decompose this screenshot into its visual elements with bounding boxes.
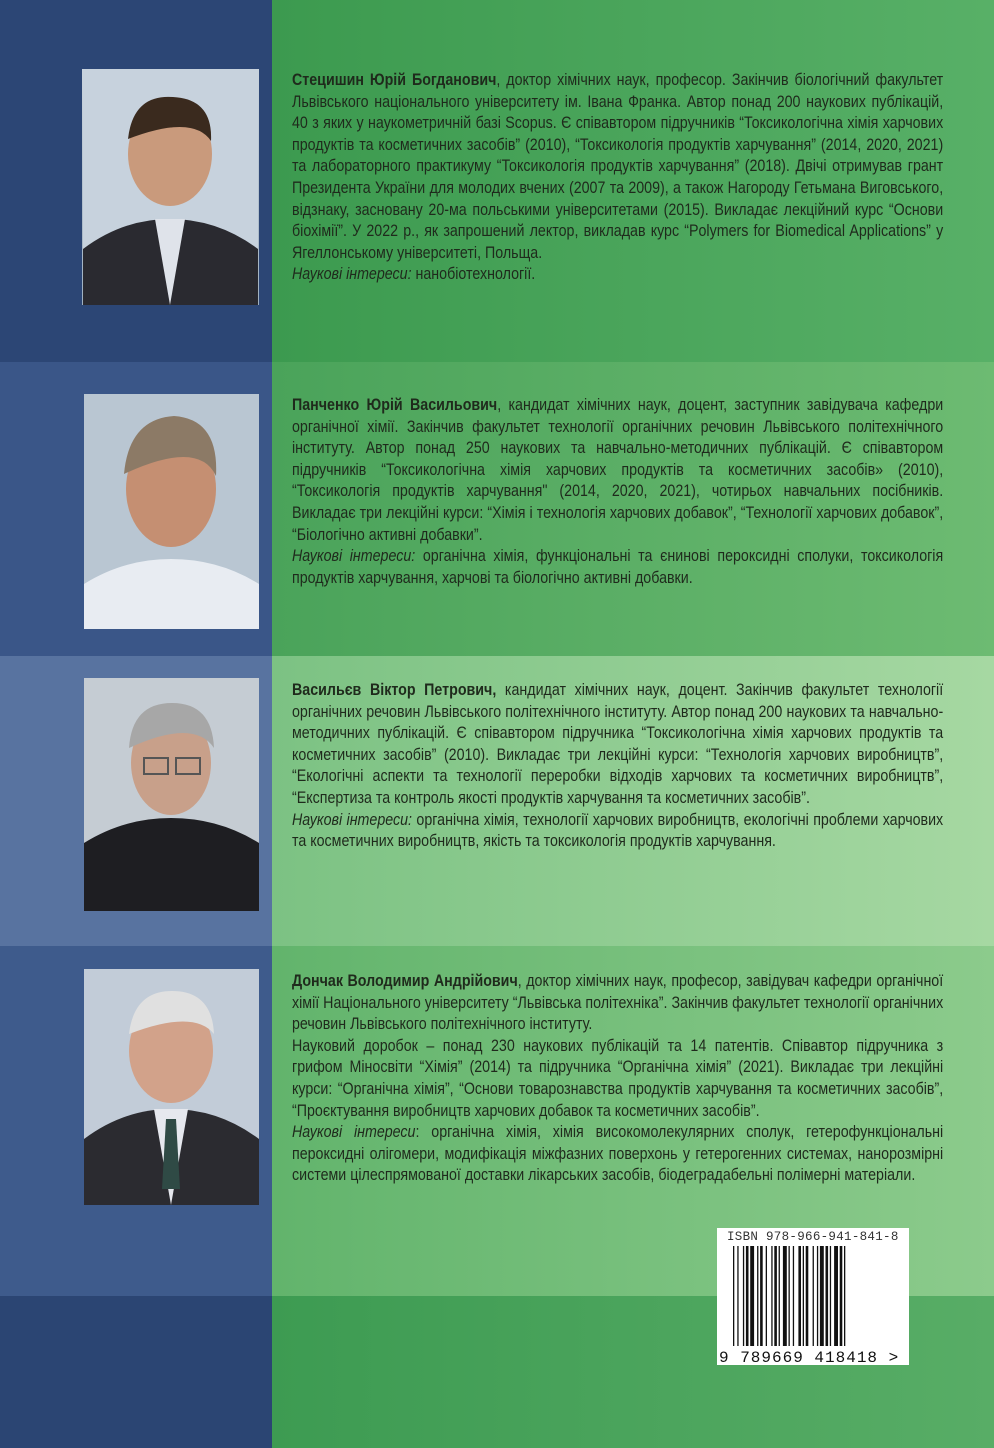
author-bio-text: , доктор хімічних наук, професор. Закінчив біологічний факультет Львівського національного університету ім. Івана Франка. Автор понад 200 наукових публікацій, 40 з яких у наукометричній базі Scopus. Є співавтором підручників “Токсикологічна хімія харчових продуктів та косметичних засобів” (2010), “Токсикологія продуктів харчування” (2014, 2020, 2021) та лабораторного практикуму “Токсикологія продуктів харчування” (2018). Двічі отримував грант Президента України для молодих вчених (2007 та 2009), а також Нагороду Гетьмана Виговського, відзнаку, засновану 20-ма польськими університетами (2015). Викладає лекційний курс “Основи біохімії”. У 2022 р., як запрошений лектор, викладав курс “Polymers for Biomedical Applications” у Ягеллонському університеті, Польща. (292, 71, 944, 262)
barcode-bar (746, 1246, 749, 1346)
author-bio-4 (292, 971, 943, 1187)
author-bio-text-2: Науковий доробок – понад 230 наукових публікацій та 14 патентів. Співавтор підручника з грифом Міносвіти “Хімія” (2014) та підручника “Органічна хімія” (2021). Викладає три лекційні курси: “Органічна хімія”, “Основи товарознавства продуктів харчування та косметичних засобів”, “Проєктування виробництв харчових добавок та косметичних засобів”. (292, 1036, 944, 1120)
author-bio-3 (292, 680, 943, 853)
barcode-bar (840, 1246, 843, 1346)
author-photo-donchak (84, 969, 259, 1205)
barcode-bar (760, 1246, 763, 1346)
barcode-digits: 9 789669 418418 > (719, 1349, 900, 1367)
barcode-bar (771, 1246, 772, 1346)
barcode-bar (793, 1246, 794, 1346)
author-bio-2 (292, 395, 943, 589)
author-photo-panchenko (84, 394, 259, 629)
isbn-text: ISBN 978-966-941-841-8 (727, 1230, 899, 1244)
barcode-bar (766, 1246, 767, 1346)
author-name: Дончак Володимир Андрійович (292, 972, 518, 990)
interests-label: Наукові інтереси (292, 1123, 416, 1142)
barcode-bar (779, 1246, 780, 1346)
barcode-bar (757, 1246, 758, 1346)
barcode-bar (750, 1246, 754, 1346)
barcode-bar (737, 1246, 738, 1346)
author-bio-1 (292, 70, 943, 286)
barcode-bar (806, 1246, 809, 1346)
barcode-bar (830, 1246, 831, 1346)
author-bio-text: кандидат хімічних наук, доцент. Закінчив факультет технології органічних речовин Львівського політехнічного інституту. Автор понад 200 наукових та навчально-методичних публікацій. Є співавтором підручника “Токсикологічна хімія харчових продуктів та косметичних засобів” (2010). Викладає три лекційні курси: “Технологія харчових виробництв”, “Екологічні аспекти та технології переробки відходів харчових та косметичних виробництв”, “Експертиза та контроль якості продуктів харчування та косметичних засобів”. (292, 681, 944, 807)
barcode-bar (817, 1246, 818, 1346)
interests-label: Наукові інтереси: (292, 265, 412, 284)
interests-label: Наукові інтереси: (292, 810, 413, 829)
author-name: Стецишин Юрій Богданович (292, 71, 497, 89)
author-photo-stetsyshyn (82, 69, 259, 305)
isbn-barcode (717, 1228, 909, 1365)
author-bio-text: , кандидат хімічних наук, доцент, заступник завідувача кафедри органічної хімії. Закінчив факультет технології органічних речовин Львівського політехнічного інституту. Автор понад 250 наукових та навчально-методичних публікацій. Є співавтором підручників “Токсикологічна хімія харчових продуктів та косметичних засобів» (2010), “Токсикологія продуктів харчування" (2014, 2020, 2021), чотирьох навчальних посібників. Викладає три лекційні курси: “Хімія і технологія харчових добавок”, “Технології харчових добавок”, “Біологічно активні добавки”. (292, 396, 944, 544)
barcode-bar (783, 1246, 787, 1346)
author-name: Панченко Юрій Васильович (292, 396, 498, 414)
barcode-bars (733, 1246, 901, 1346)
interests-text: нанобіотехнології. (411, 265, 536, 284)
author-bio-text: , доктор хімічних наук, професор, завідувач кафедри органічної хімії Національного університету “Львівська політехніка”. Закінчив факультет технології органічних речовин Львівського політехнічного інституту. (292, 972, 944, 1034)
barcode-bar (803, 1246, 804, 1346)
barcode-bar (733, 1246, 734, 1346)
barcode-bar (844, 1246, 845, 1346)
barcode-bar (798, 1246, 801, 1346)
barcode-bar (789, 1246, 790, 1346)
interests-label: Наукові інтереси: (292, 547, 416, 566)
barcode-bar (820, 1246, 824, 1346)
author-photo-vasyliev (84, 678, 259, 911)
interests-text: : органічна хімія, хімія високомолекулярних сполук, гетерофункціональні пероксидні олігомери, модифікація міжфазних поверхонь у гетерогенних системах, нанорозмірні системи цілеспрямованої доставки лікарських засобів, біодеградабельні полімерні матеріали. (292, 1123, 944, 1185)
author-name: Васильєв Віктор Петрович, (292, 681, 497, 699)
barcode-bar (834, 1246, 838, 1346)
barcode-bar (826, 1246, 829, 1346)
interests-text: органічна хімія, функціональні та єнинові пероксидні сполуки, токсикологія продуктів харчування, харчові та біологічно активні добавки. (292, 547, 944, 587)
barcode-bar (743, 1246, 744, 1346)
barcode-bar (813, 1246, 814, 1346)
barcode-bar (774, 1246, 777, 1346)
interests-text: органічна хімія, технології харчових виробництв, екологічні проблеми харчових та косметичних виробництв, якість та токсикологія продуктів харчування. (292, 810, 944, 851)
